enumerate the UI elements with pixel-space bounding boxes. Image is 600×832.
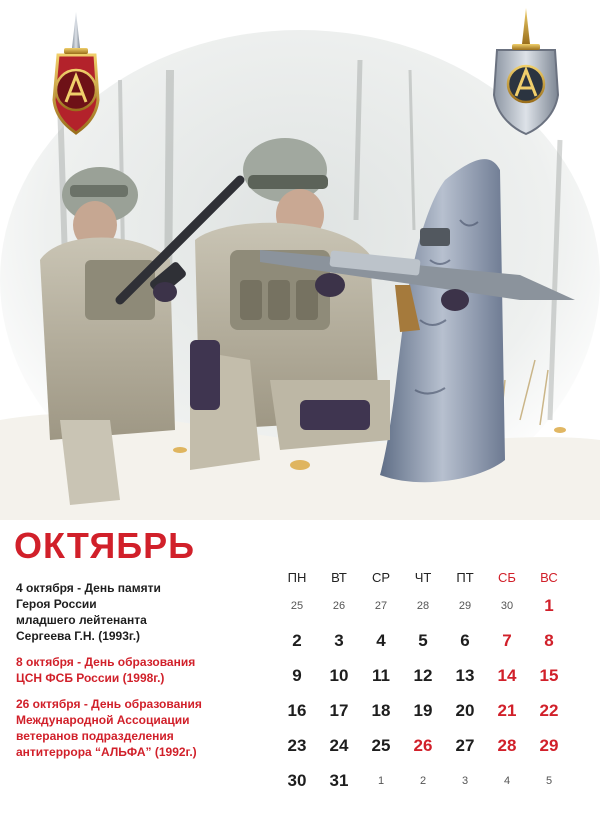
adjacent-month-day: 29 — [458, 599, 472, 612]
week-row — [276, 693, 576, 728]
event-line: Международной Ассоциации — [16, 713, 190, 727]
day-cell: 27 — [455, 735, 475, 755]
day-cell: 7 — [502, 630, 512, 650]
adjacent-month-day: 3 — [461, 774, 469, 787]
day-cell: 8 — [544, 630, 554, 650]
event-line: ЦСН ФСБ России (1998г.) — [16, 671, 165, 685]
day-cell: 4 — [376, 630, 386, 650]
event-line: Сергеева Г.Н. (1993г.) — [16, 629, 141, 643]
weekday-header — [276, 566, 576, 588]
event-line: 26 октября - День образования — [16, 697, 202, 711]
adjacent-month-day: 27 — [374, 599, 388, 612]
adjacent-month-day: 28 — [416, 599, 430, 612]
day-cell: 28 — [497, 735, 517, 755]
day-cell: 6 — [460, 630, 470, 650]
day-cell: 2 — [292, 630, 302, 650]
day-cell: 9 — [292, 665, 302, 685]
event-note — [16, 696, 266, 760]
adjacent-month-day: 30 — [500, 599, 514, 612]
week-row — [276, 623, 576, 658]
day-cell: 22 — [539, 700, 559, 720]
adjacent-month-day: 5 — [545, 774, 553, 787]
adjacent-month-day: 26 — [332, 599, 346, 612]
week-row — [276, 763, 576, 798]
weekday-label: ВТ — [331, 569, 347, 585]
day-cell: 16 — [287, 700, 307, 720]
event-line: 4 октября - День памяти — [16, 581, 161, 595]
day-cell: 14 — [497, 665, 517, 685]
day-cell: 12 — [413, 665, 433, 685]
day-cell: 29 — [539, 735, 559, 755]
weekday-label: ЧТ — [414, 569, 432, 585]
weekday-label: ВС — [540, 569, 558, 585]
day-cell: 11 — [372, 665, 390, 685]
weekday-label: ПТ — [456, 569, 474, 585]
event-line: антитеррора “АЛЬФА” (1992г.) — [16, 745, 197, 759]
alpha-shield-emblem-icon — [54, 12, 98, 133]
event-line: 8 октября - День образования — [16, 655, 196, 669]
day-cell: 30 — [287, 770, 307, 790]
week-row — [276, 588, 576, 623]
day-cell: 15 — [539, 665, 559, 685]
adjacent-month-day: 1 — [377, 774, 385, 787]
day-cell: 23 — [287, 735, 307, 755]
day-cell: 5 — [418, 630, 428, 650]
event-line: младшего лейтенанта — [16, 613, 147, 627]
week-row — [276, 658, 576, 693]
day-cell: 26 — [413, 735, 433, 755]
day-cell: 19 — [413, 700, 433, 720]
calendar-grid — [276, 566, 576, 798]
adjacent-month-day: 2 — [419, 774, 427, 787]
day-cell: 1 — [544, 595, 554, 615]
day-cell: 24 — [329, 735, 349, 755]
week-row — [276, 728, 576, 763]
alpha-sword-shield-emblem-icon — [494, 8, 558, 134]
day-cell: 13 — [455, 665, 475, 685]
weekday-label: СБ — [498, 569, 516, 585]
day-cell: 21 — [497, 700, 517, 720]
day-cell: 25 — [371, 735, 391, 755]
day-cell: 17 — [329, 700, 349, 720]
adjacent-month-day: 25 — [290, 599, 304, 612]
adjacent-month-day: 4 — [503, 774, 511, 787]
day-cell: 18 — [371, 700, 391, 720]
events-list — [16, 580, 266, 770]
weekday-label: СР — [371, 569, 391, 585]
month-title: ОКТЯБРЬ — [14, 525, 196, 566]
event-note — [16, 654, 266, 686]
event-line: ветеранов подразделения — [16, 729, 174, 743]
day-cell: 3 — [334, 630, 344, 650]
event-note — [16, 580, 266, 644]
event-line: Героя России — [16, 597, 97, 611]
day-cell: 20 — [455, 700, 475, 720]
weekday-label: ПН — [287, 569, 307, 585]
day-cell: 31 — [329, 770, 349, 790]
day-cell: 10 — [329, 665, 349, 685]
